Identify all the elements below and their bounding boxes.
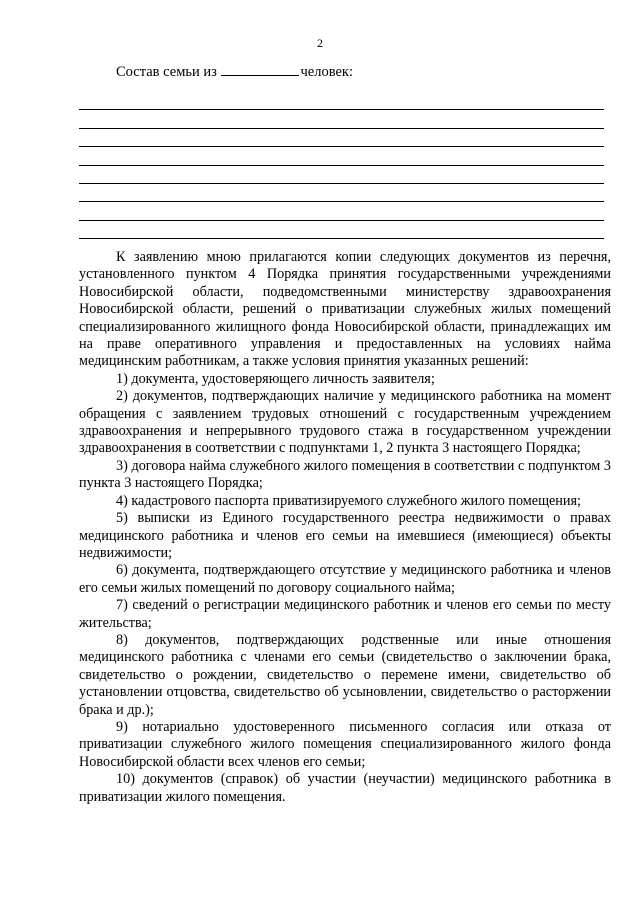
list-item: 2) документов, подтверждающих наличие у медицинского работника на момент обращения с заявлением трудовых отношений с государственным учреждением здравоохранения и непрерывного трудового стажа в государственном учреждении здравоохранения в соответствии с подпунктами 1, 2 пункта 3 настоящего Порядка;: [79, 388, 611, 457]
list-item: 8) документов, подтверждающих родственные или иные отношения медицинского работника с членами его семьи (свидетельство о заключении брака, свидетельство о рождении, свидетельство о перемене имени, свидетельство об установлении отцовства, свидетельство об усыновлении, свидетельство о расторжении брака и др.);: [79, 631, 611, 718]
list-item: 6) документа, подтверждающего отсутствие у медицинского работника и членов его семьи жилых помещений по договору социального найма;: [79, 562, 611, 596]
fill-in-line[interactable]: [79, 221, 604, 239]
fill-in-line[interactable]: [79, 166, 604, 184]
list-item: 1) документа, удостоверяющего личность заявителя;: [116, 370, 435, 387]
family-suffix: человек:: [300, 64, 353, 80]
documents-list-section: [79, 249, 611, 806]
list-item: 5) выписки из Единого государственного реестра недвижимости о правах медицинского работника и членов его семьи на имевшиеся (имеющиеся) объекты недвижимости;: [79, 510, 611, 561]
list-item: 4) кадастрового паспорта приватизируемого служебного жилого помещения;: [116, 492, 581, 509]
fill-in-line[interactable]: [79, 147, 604, 165]
family-label: Состав семьи из: [116, 64, 217, 80]
family-members-lines: [79, 92, 604, 239]
fill-in-line[interactable]: [79, 92, 604, 110]
page-number: 2: [317, 36, 323, 50]
family-composition-line: [116, 62, 353, 81]
list-item: 3) договора найма служебного жилого помещения в соответствии с подпунктом 3 пункта 3 настоящего Порядка;: [79, 457, 611, 492]
fill-in-line[interactable]: [79, 129, 604, 147]
fill-in-line[interactable]: [79, 184, 604, 202]
fill-in-line[interactable]: [79, 202, 604, 220]
intro-paragraph: К заявлению мною прилагаются копии следующих документов из перечня, установленного пунктом 4 Порядка принятия государственными учреждениями Новосибирской области, подведомственными министерству здравоохранения Новосибирской области, решений о приватизации служебных жилых помещений специализированного жилищного фонда Новосибирской области, принадлежащих им на праве оперативного управления и предоставленных на условиях найма медицинским работникам, а также условия принятия указанных решений:: [79, 249, 611, 370]
fill-in-line[interactable]: [79, 110, 604, 128]
list-item: 7) сведений о регистрации медицинского работник и членов его семьи по месту жительства;: [79, 597, 611, 631]
list-item: 10) документов (справок) об участии (неучастии) медицинского работника в приватизации жилого помещения.: [79, 771, 611, 805]
family-count-blank[interactable]: [221, 62, 299, 76]
list-item: 9) нотариально удостоверенного письменного согласия или отказа от приватизации служебного жилого помещения специализированного жилого фонда Новосибирской области всех членов его семьи;: [79, 718, 611, 770]
